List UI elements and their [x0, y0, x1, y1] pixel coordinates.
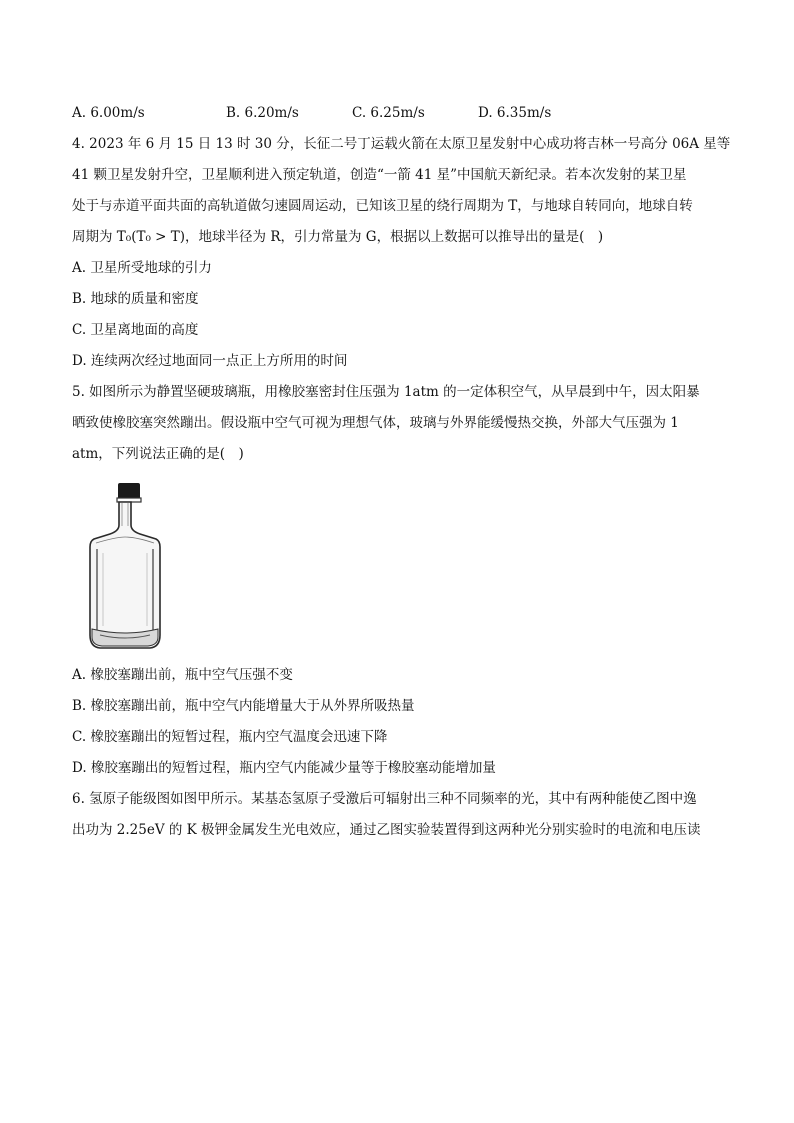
q5-stem-line: 晒致使橡胶塞突然蹦出。假设瓶中空气可视为理想气体，玻璃与外界能缓慢热交换，外部大气压强为 1	[72, 415, 679, 431]
q4-stem-line: 41 颗卫星发射升空，卫星顺利进入预定轨道，创造“一箭 41 星”中国航天新纪录。若本次发射的某卫星	[72, 167, 687, 183]
q5-option-d: D. 橡胶塞蹦出的短暂过程，瓶内空气内能减少量等于橡胶塞动能增加量	[72, 760, 496, 776]
glass-bottle-figure	[86, 481, 164, 651]
q5-stem-line: atm，下列说法正确的是( )	[72, 446, 244, 462]
q4-stem-line: 4. 2023 年 6 月 15 日 13 时 30 分，长征二号丁运载火箭在太原卫星发射中心成功将吉林一号高分 06A 星等	[72, 136, 731, 152]
q4-stem-line: 处于与赤道平面共面的高轨道做匀速圆周运动，已知该卫星的绕行周期为 T，与地球自转同向，地球自转	[72, 198, 693, 214]
q3-option-b: B. 6.20m/s	[226, 105, 299, 121]
q3-options	[72, 103, 722, 123]
q5-option-a: A. 橡胶塞蹦出前，瓶中空气压强不变	[72, 667, 293, 683]
q4-option-a: A. 卫星所受地球的引力	[72, 260, 212, 276]
q5-option-c: C. 橡胶塞蹦出的短暂过程，瓶内空气温度会迅速下降	[72, 729, 388, 745]
q5-option-b: B. 橡胶塞蹦出前，瓶中空气内能增量大于从外界所吸热量	[72, 698, 415, 714]
q3-option-d: D. 6.35m/s	[478, 105, 552, 121]
bottle-body	[90, 502, 160, 648]
q6-stem-line: 出功为 2.25eV 的 K 极钾金属发生光电效应，通过乙图实验装置得到这两种光分别实验时的电流和电压读	[72, 822, 701, 838]
q6-stem-line: 6. 氢原子能级图如图甲所示。某基态氢原子受激后可辐射出三种不同频率的光，其中有两种能使乙图中逸	[72, 791, 697, 807]
rubber-stopper	[118, 483, 140, 499]
q4-option-c: C. 卫星离地面的高度	[72, 322, 199, 338]
q4-stem-line: 周期为 T₀(T₀ > T)，地球半径为 R，引力常量为 G，根据以上数据可以推导出的量是( )	[72, 229, 604, 245]
q3-option-a: A. 6.00m/s	[72, 105, 145, 121]
q5-stem-line: 5. 如图所示为静置坚硬玻璃瓶，用橡胶塞密封住压强为 1atm 的一定体积空气，从早晨到中午，因太阳暴	[72, 384, 700, 400]
q4-option-b: B. 地球的质量和密度	[72, 291, 199, 307]
q3-option-c: C. 6.25m/s	[352, 105, 425, 121]
q4-option-d: D. 连续两次经过地面同一点正上方所用的时间	[72, 353, 348, 369]
